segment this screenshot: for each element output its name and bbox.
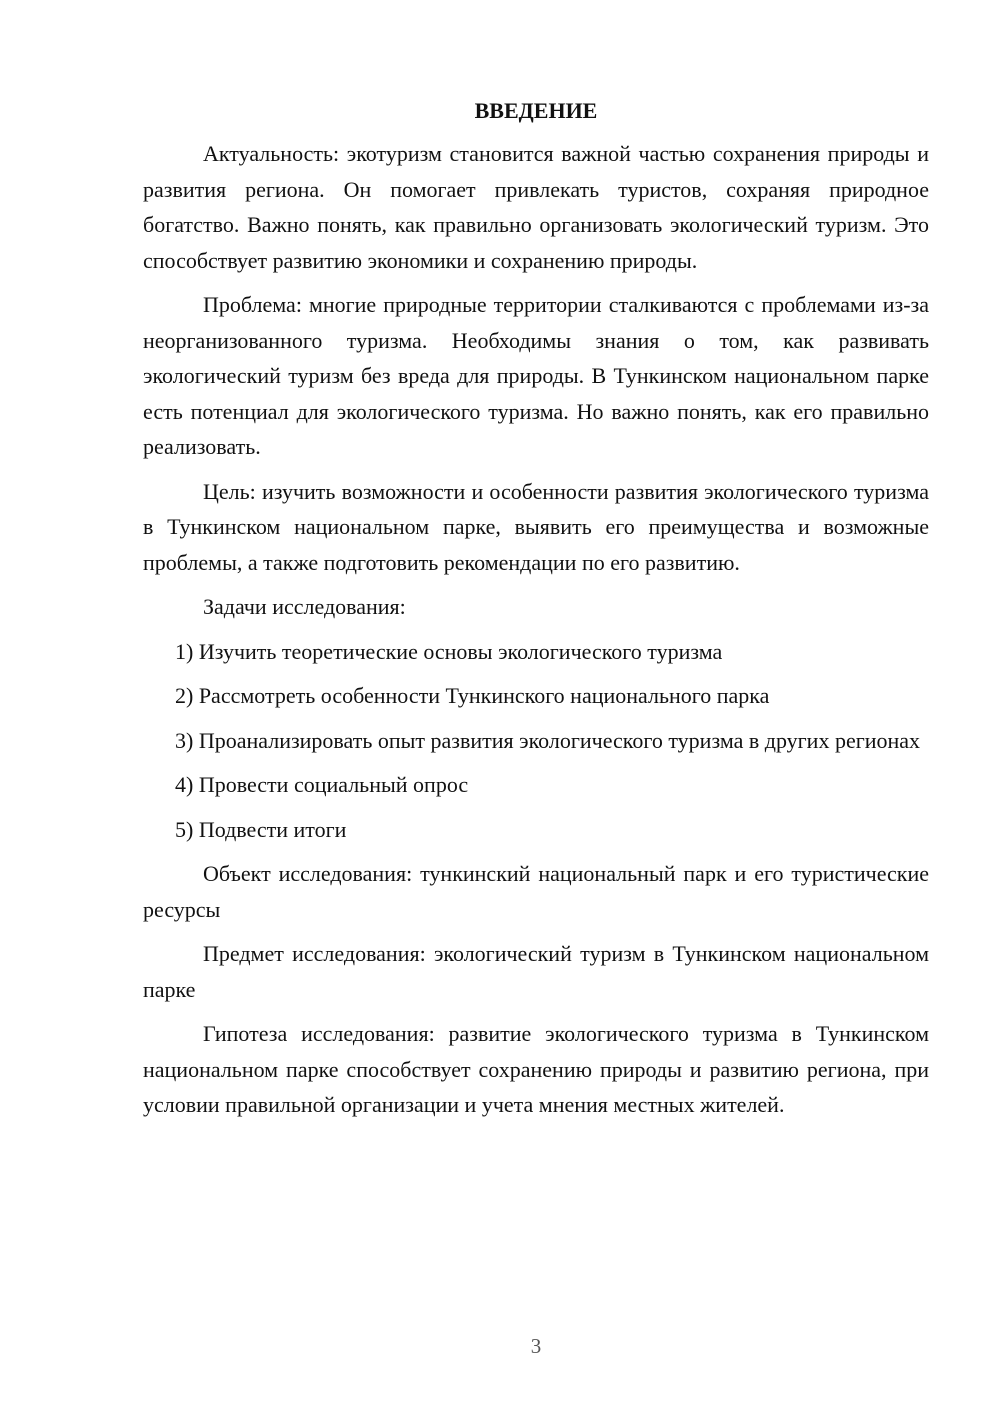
task-item-2: 2) Рассмотреть особенности Тункинского национального парка [175, 683, 770, 708]
section-heading: ВВЕДЕНИЕ [474, 98, 598, 123]
problem-paragraph: Проблема: многие природные территории сталкиваются с проблемами из-за неорганизованного туризма. Необходимы знания о том, как развивать экологический туризм без вреда для природы. В Тункинском национальном парке есть потенциал для экологического туризма. Но важно понять, как его правильно реализовать. [143, 292, 929, 459]
goal-paragraph: Цель: изучить возможности и особенности развития экологического туризма в Тункинском национальном парке, выявить его преимущества и возможные проблемы, а также подготовить рекомендации по его развитию. [143, 478, 929, 575]
tasks-title: Задачи исследования: [203, 594, 406, 619]
relevance-paragraph: Актуальность: экотуризм становится важной частью сохранения природы и развития региона. Он помогает привлекать туристов, сохраняя природное богатство. Важно понять, как правильно организовать экологический туризм. Это способствует развитию экономики и сохранению природы. [143, 141, 929, 273]
object-paragraph: Объект исследования: тункинский национальный парк и его туристические ресурсы [143, 861, 929, 922]
page-content [143, 96, 929, 1132]
hypothesis-paragraph: Гипотеза исследования: развитие экологического туризма в Тункинском национальном парке способствует сохранению природы и развитию региона, при условии правильной организации и учета мнения местных жителей. [143, 1021, 929, 1117]
task-item-4: 4) Провести социальный опрос [175, 772, 469, 797]
subject-paragraph: Предмет исследования: экологический туризм в Тункинском национальном парке [143, 941, 929, 1002]
task-item-1: 1) Изучить теоретические основы экологического туризма [175, 638, 723, 664]
task-item-5: 5) Подвести итоги [175, 816, 347, 842]
task-item-3: 3) Проанализировать опыт развития экологического туризма в других регионах [175, 727, 921, 753]
page-number: 3 [530, 1334, 542, 1358]
